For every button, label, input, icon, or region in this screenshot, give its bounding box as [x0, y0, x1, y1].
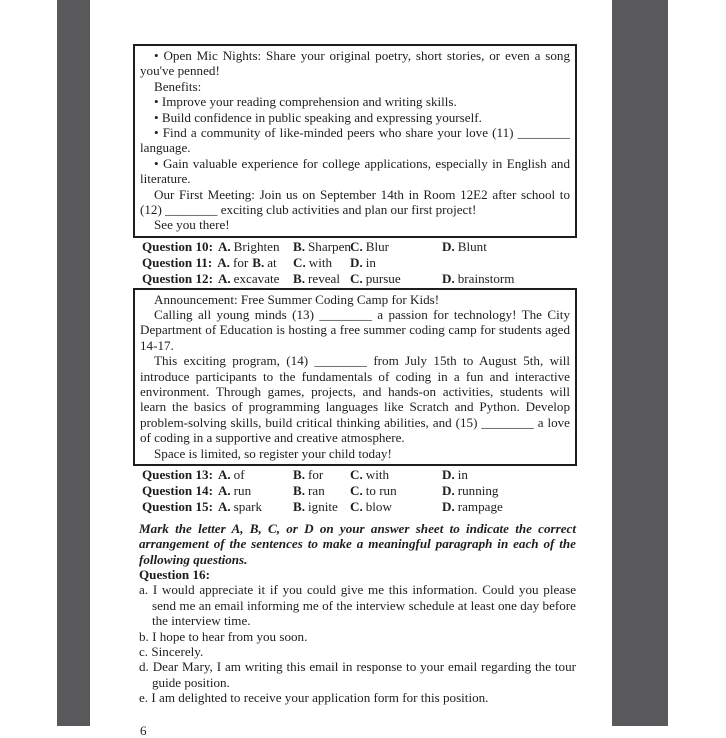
question-option-d [350, 255, 376, 270]
question-option-c [350, 467, 389, 482]
option-letter: B. [293, 482, 306, 498]
passage-box-coding-camp [133, 288, 577, 466]
question-option-d [442, 499, 503, 514]
passage-line: This exciting program, (14) ________ from July 15th to August 5th, will introduce participants to the fundamentals of coding in a fun and interactive environment. Through games, projects, and hands-on activities, students will learn the basics of programming languages like Scratch and Python. Develop problem-solving skills, build critical thinking abilities, and (15) ________ a love of coding in a supportive and creative atmosphere. [140, 353, 570, 446]
option-letter: B. [293, 498, 306, 514]
option-text: for [232, 254, 249, 270]
option-letter: C. [350, 482, 363, 498]
question-option-d [442, 483, 498, 498]
option-text: Brighten [233, 238, 280, 254]
option-letter: A. [217, 498, 231, 514]
option-letter: D. [442, 270, 455, 286]
item-text: I would appreciate it if you could give me this information. Could you please send me an email informing me of the interview schedule at least one day before the interview time. [152, 582, 577, 629]
option-letter: A. [217, 270, 231, 286]
option-text: spark [233, 498, 263, 514]
passage-line: Our First Meeting: Join us on September 14th in Room 12E2 after school to (12) ________ exciting club activities and plan our first project! [140, 186, 570, 218]
item-letter: a. [139, 582, 149, 598]
right-gutter-bar [612, 0, 668, 726]
question-row-14 [142, 483, 577, 499]
option-text: brainstorm [457, 270, 515, 286]
option-text: in [457, 467, 468, 483]
option-text: running [457, 482, 499, 498]
option-text: Blur [365, 238, 390, 254]
question-option-a [142, 255, 277, 270]
passage-line: Calling all young minds (13) ________ a passion for technology! The City Department of Education is hosting a free summer coding camp for students aged 14-17. [140, 306, 570, 353]
question-row-15 [142, 499, 577, 515]
document-page [133, 0, 577, 738]
option-text: excavate [233, 270, 280, 286]
item-text: I hope to hear from you soon. [152, 628, 308, 644]
option-text: for [308, 467, 324, 483]
option-text: ran [308, 482, 325, 498]
option-text: with [308, 254, 333, 270]
passage-line: Benefits: [154, 78, 202, 94]
question-option-b [293, 239, 351, 254]
passage-line: • Gain valuable experience for college applications, especially in English and literature. [140, 155, 570, 187]
question-option-d [442, 239, 487, 254]
question-16-heading: Question 16: [139, 566, 210, 582]
question-option-c [350, 483, 397, 498]
top-margin [133, 0, 577, 44]
question-option-b [293, 483, 325, 498]
question-16-item-d [139, 659, 576, 690]
question-option-c [350, 271, 401, 286]
passage-line: • Find a community of like-minded peers who share your love (11) ________ language. [140, 125, 570, 156]
option-letter: C. [350, 270, 363, 286]
option-text: ignite [308, 498, 338, 514]
page-number: 6 [140, 722, 147, 738]
question-group-10-12 [142, 239, 577, 287]
question-label: Question 12: [142, 270, 213, 286]
question-option-c [350, 499, 392, 514]
option-letter: A. [217, 467, 231, 483]
question-option-b [252, 255, 276, 270]
question-option-a [142, 499, 262, 514]
option-letter: C. [350, 238, 363, 254]
question-row-13 [142, 467, 577, 483]
question-option-b [293, 271, 340, 286]
option-text: of [233, 467, 245, 483]
passage-line: Announcement: Free Summer Coding Camp for Kids! [154, 291, 440, 307]
item-letter: c. [139, 643, 149, 659]
passage-line: • Improve your reading comprehension and writing skills. [154, 94, 457, 110]
question-option-a [142, 467, 245, 482]
passage-line: • Build confidence in public speaking and expressing yourself. [154, 109, 482, 125]
question-row-11 [142, 255, 577, 271]
option-text: to run [365, 482, 397, 498]
item-letter: e. [139, 690, 149, 706]
item-letter: d. [139, 659, 149, 675]
question-option-a [142, 239, 280, 254]
option-text: in [365, 254, 376, 270]
question-option-a [142, 483, 251, 498]
question-option-d [442, 467, 468, 482]
option-letter: C. [350, 467, 363, 483]
item-text: I am delighted to receive your application form for this position. [151, 690, 489, 706]
question-option-b [293, 467, 323, 482]
option-text: pursue [365, 270, 401, 286]
item-text: Dear Mary, I am writing this email in response to your email regarding the tour guide position. [152, 659, 576, 690]
question-label: Question 10: [142, 238, 213, 254]
option-letter: D. [442, 498, 455, 514]
option-text: rampage [457, 498, 503, 514]
option-letter: C. [293, 254, 306, 270]
option-text: at [267, 254, 277, 270]
question-option-b [293, 499, 338, 514]
section-instruction: Mark the letter A, B, C, or D on your answer sheet to indicate the correct arrangement of the sentences to make a meaningful paragraph in each of the following questions. [139, 520, 576, 567]
option-text: with [365, 467, 390, 483]
question-option-c [350, 239, 389, 254]
option-letter: D. [350, 254, 363, 270]
question-16-item-a [139, 582, 576, 628]
option-text: blow [365, 498, 392, 514]
option-letter: D. [442, 482, 455, 498]
option-letter: B. [293, 467, 306, 483]
passage-line: • Open Mic Nights: Share your original poetry, short stories, or even a song you've penned! [140, 48, 570, 79]
question-label: Question 14: [142, 482, 213, 498]
passage-line: Space is limited, so register your child today! [154, 445, 392, 461]
question-16-item-c [139, 644, 576, 659]
option-text: run [233, 482, 252, 498]
question-option-d [442, 271, 514, 286]
question-group-13-15 [142, 467, 577, 515]
option-text: Blunt [457, 238, 487, 254]
item-text: Sincerely. [151, 643, 204, 659]
option-text: reveal [308, 270, 340, 286]
question-label: Question 13: [142, 467, 213, 483]
passage-line: See you there! [154, 217, 230, 233]
question-option-c [293, 255, 332, 270]
item-letter: b. [139, 628, 149, 644]
question-label: Question 15: [142, 498, 213, 514]
left-gutter-bar [57, 0, 90, 726]
question-option-a [142, 271, 279, 286]
option-letter: C. [350, 498, 363, 514]
question-16-item-b [139, 629, 576, 644]
option-letter: B. [252, 254, 265, 270]
passage-box-open-mic [133, 44, 577, 238]
option-letter: D. [442, 238, 455, 254]
question-16-item-e [139, 690, 576, 705]
option-letter: B. [293, 238, 306, 254]
question-label: Question 11: [142, 254, 213, 270]
option-letter: B. [293, 270, 306, 286]
option-letter: A. [217, 238, 231, 254]
question-row-12 [142, 271, 577, 287]
question-row-10 [142, 239, 577, 255]
option-text: Sharpen [308, 238, 351, 254]
option-letter: D. [442, 467, 455, 483]
option-letter: A. [217, 254, 230, 270]
option-letter: A. [217, 482, 231, 498]
